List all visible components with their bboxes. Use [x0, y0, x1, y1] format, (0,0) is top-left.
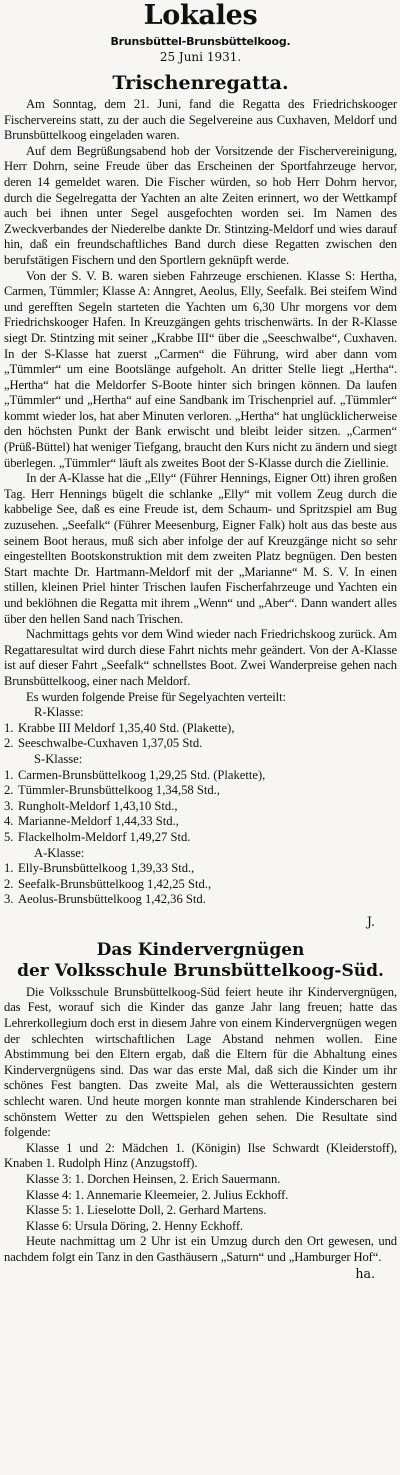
prize-text: Carmen-Brunsbüttelkoog 1,29,25 Std. (Plakette), — [18, 767, 266, 782]
author-signature: ha. — [355, 1265, 375, 1281]
prize-text: Flackelholm-Meldorf 1,49,27 Std. — [18, 829, 191, 844]
class-heading: S-Klasse: — [34, 751, 83, 766]
paragraph: Auf dem Begrüßungsabend hob der Vorsitzende der Fischervereinigung, Herr Dohrn, seine Freude über das Erscheinen der Sportfahrzeuge hervor, deren 14 gemeldet waren. Die Fischer würden, so hob Herr Dohrn hervor, durch die Segelregatta der Yachten an alte Zeiten erinnert, wo der Wettkampf auch bei ihnen unter Segel ausgefochten worden sei. Im Namen des Zweckverbandes der Niederelbe dankte Dr. Stintzing-Meldorf und wies darauf hin, daß ein freundschaftliches Band durch diese Regatten zwischen den berufstätigen Fischern und den Sportlern geknüpft werde. — [4, 143, 397, 267]
section-masthead — [4, 0, 397, 64]
prize-rank: 5. — [4, 829, 14, 844]
section-title: Lokales — [143, 0, 258, 31]
article-regatta — [4, 72, 397, 930]
prize-text: Seeschwalbe-Cuxhaven 1,37,05 Std. — [18, 736, 203, 751]
class-heading: A-Klasse: — [34, 845, 85, 860]
prize-text: Elly-Brunsbüttelkoog 1,39,33 Std., — [18, 861, 195, 876]
prize-text: Rungholt-Meldorf 1,43,10 Std., — [18, 798, 178, 813]
prize-rank: 3. — [4, 798, 14, 813]
prize-entry — [4, 783, 397, 799]
prize-text: Krabbe III Meldorf 1,35,40 Std. (Plakette), — [18, 720, 235, 735]
paragraph: Am Sonntag, dem 21. Juni, fand die Regatta des Friedrichskooger Fischervereins statt, zu der auch die Segelvereine aus Cuxhaven, Meldorf und Brunsbüttelkoog eingeladen waren. — [4, 97, 397, 143]
prize-rank: 3. — [4, 892, 14, 907]
article-title-line1: Das Kindervergnügen — [96, 939, 305, 960]
prize-text: Marianne-Meldorf 1,44,33 Std., — [18, 814, 179, 829]
article-body — [4, 985, 397, 1266]
prize-rank: 2. — [4, 783, 14, 798]
paragraph: Heute nachmittag um 2 Uhr ist ein Umzug durch den Ort gewesen, und nachdem folgt ein Tanz in den Gasthäusern „Saturn“ und „Hamburger Hof“. — [4, 1234, 397, 1264]
prize-entry — [4, 892, 397, 908]
paragraph: Nachmittags gehts vor dem Wind wieder nach Friedrichskoog zurück. Am Regattaresultat wird durch diese Fahrt nichts mehr geändert. Von der A-Klasse ist auf dieser Fahrt „Seefalk“ schnellstes Boot. Zwei Wanderpreise gehen nach Brunsbüttelkoog, einer nach Meldorf. — [4, 627, 397, 688]
prize-rank: 1. — [4, 861, 14, 876]
article-kindervergnuegen — [4, 940, 397, 1282]
result-line: Klasse 3: 1. Dorchen Heinsen, 2. Erich Sauermann. — [26, 1172, 281, 1186]
prize-entry — [4, 877, 397, 893]
prize-entry — [4, 799, 397, 815]
dateline-date: 25 Juni 1931. — [159, 50, 242, 64]
dateline-place: Brunsbüttel-Brunsbüttelkoog. — [110, 35, 291, 48]
prize-text: Aeolus-Brunsbüttelkoog 1,42,36 Std. — [18, 892, 206, 907]
prize-entry — [4, 861, 397, 877]
paragraph: In der A-Klasse hat die „Elly“ (Führer Hennings, Eigner Ott) ihren großen Tag. Herr Hennings bügelt die schlanke „Elly“ mit vollem Zeug durch die kabbelige See, daß es eine Freude ist, dem Schaum- und Spritzspiel am Bug zuzusehen. „Seefalk“ (Führer Meesenburg, Eigner Falk) holt aus das beste aus seinem Boot heraus, muß sich aber infolge der auf Kreuzgänge nicht so sehr eingestellten Bootskonstruktion mit dem zweiten Platz begnügen. Den besten Start machte Dr. Hartmann-Meldorf mit der „Marianne“ M. S. V. In einen stillen, kleinen Priel hinter Trischen laufen Fischerfahrzeuge und Yachten ein und beklöhnen die Regatta mit ihrem „Wenn“ und „Aber“. Dann wandert alles über den hellen Sand nach Trischen. — [4, 471, 397, 626]
prize-entry — [4, 830, 397, 846]
prize-rank: 2. — [4, 876, 14, 891]
article-body — [4, 97, 397, 705]
author-signature: J. — [366, 913, 375, 929]
paragraph: Die Volksschule Brunsbüttelkoog-Süd feiert heute ihr Kindervergnügen, das Fest, worauf sich die Kinder das ganze Jahr lang freuen; hatte das Lehrerkollegium doch erst in diesem Jahre von einem Kindervergnügen wegen der schlechten wirtschaftlichen Lage Abstand nehmen wollen. Eine Abstimmung bei den Eltern ergab, daß die Eltern für die Abhaltung eines Kindervergnügens sind. Das war das erste Mal, daß sich die Kinder um ihr schönes Fest bangten. Das zweite Mal, als die Wetteraussichten gestern schlecht waren. Und heute morgen konnte man strahlende Kinderscharen bei schönstem Wetter zu den Wettspielen gehen sehen. Die Resultate sind folgende: — [4, 984, 397, 1140]
prize-entry — [4, 736, 397, 752]
class-heading: R-Klasse: — [34, 705, 84, 720]
prize-rank: 1. — [4, 767, 14, 782]
prize-text: Seefalk-Brunsbüttelkoog 1,42,25 Std., — [18, 876, 212, 891]
paragraph: Von der S. V. B. waren sieben Fahrzeuge erschienen. Klasse S: Hertha, Carmen, Tümmler; Klasse A: Anngret, Aeolus, Elly, Seefalk. Bei steifem Wind und gerefften Segeln starteten die Yachten um 6,30 Uhr morgens vor dem Friedrichskooger Hafen. In Kreuzgängen gehts trischenwärts. In der R-Klasse siegt Dr. Stintzing mit seiner „Krabbe III“ über die „Seeschwalbe“, Cuxhaven. In der S-Klasse hat zuerst „Carmen“ die Führung, wird aber dann vom „Tümmler“ um eine Bootslänge aufgeholt. An dritter Stelle liegt „Hertha“. „Hertha“ hat die Meldorfer S-Boote hinter sich bringen können. Da laufen „Tümmler“ und „Hertha“ auf eine Sandbank im Trischenpriel auf. „Tümmler“ kommt wieder los, hat aber Minuten verloren. „Hertha“ hat unglücklicherweise den höchsten Punkt der Bank erwischt und bleibt leider sitzen. „Carmen“ (Prüß-Büttel) hat weniger Tiefgang, braucht den Kurs nicht zu ändern und siegt überlegen. „Tümmler“ läuft als zweites Boot der S-Klasse durch die Ziellinie. — [4, 268, 397, 470]
article-title-line2: der Volksschule Brunsbüttelkoog-Süd. — [17, 960, 384, 981]
prize-list — [4, 705, 397, 908]
prize-text: Tümmler-Brunsbüttelkoog 1,34,58 Std., — [18, 783, 220, 798]
prize-entry — [4, 721, 397, 737]
prize-entry — [4, 768, 397, 784]
prize-rank: 1. — [4, 720, 14, 735]
paragraph: Es wurden folgende Preise für Segelyachten verteilt: — [26, 689, 286, 704]
prize-rank: 4. — [4, 814, 14, 829]
prize-entry — [4, 814, 397, 830]
article-title: Trischenregatta. — [112, 72, 289, 94]
result-line: Klasse 6: Ursula Döring, 2. Henny Eckhoff. — [26, 1218, 243, 1233]
result-line: Klasse 5: 1. Lieselotte Doll, 2. Gerhard Martens. — [26, 1203, 267, 1218]
result-line: Klasse 4: 1. Annemarie Kleemeier, 2. Julius Eckhoff. — [26, 1187, 289, 1202]
result-line: Klasse 1 und 2: Mädchen 1. (Königin) Ilse Schwardt (Kleiderstoff), Knaben 1. Rudolph Hinz (Anzugstoff). — [4, 1140, 397, 1171]
prize-rank: 2. — [4, 736, 14, 751]
